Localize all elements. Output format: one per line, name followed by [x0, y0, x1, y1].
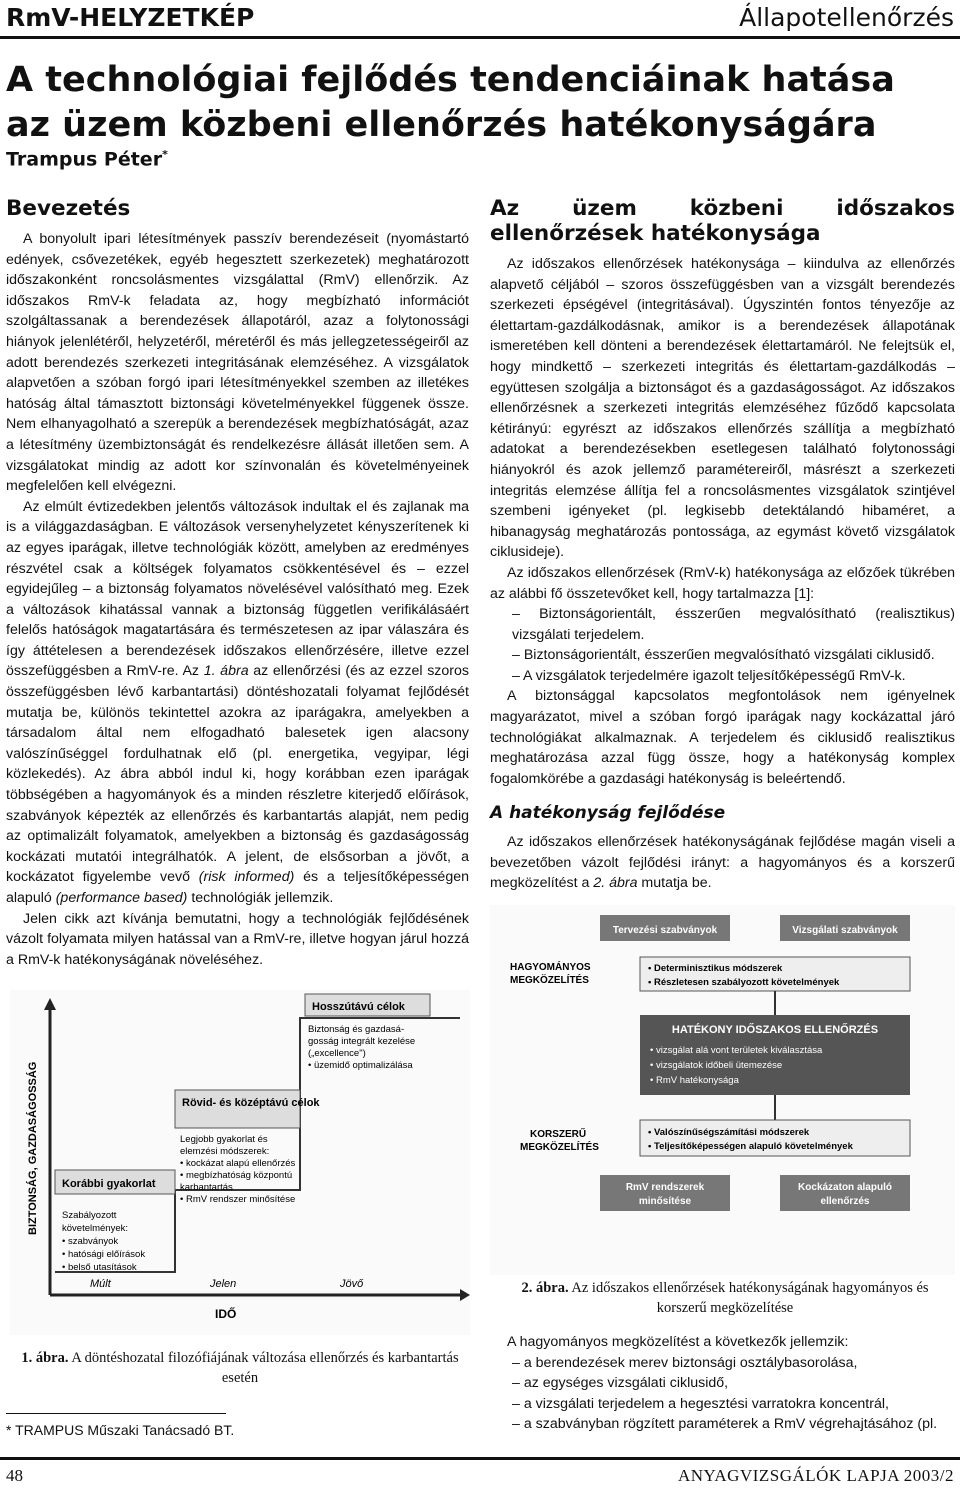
step2-line-5: • RmV rendszer minősítése	[180, 1194, 296, 1205]
step2-box	[175, 1090, 300, 1128]
x-axis-arrow	[460, 1289, 470, 1301]
footer-rule	[0, 1457, 960, 1460]
traditional-label-0: HAGYOMÁNYOS	[510, 962, 591, 973]
figure-1-number: 1. ábra.	[21, 1350, 69, 1366]
step3-line-3: • üzemidő optimalizálása	[308, 1060, 413, 1071]
step2-line-4: karbantartás	[180, 1182, 233, 1193]
running-header	[0, 0, 960, 39]
p2d-text: technológiák jellemzik.	[187, 890, 334, 906]
traditional-item-0: • Determinisztikus módszerek	[648, 963, 783, 974]
step2-title: Rövid- és középtávú célok	[182, 1097, 320, 1109]
footnote-rule	[6, 1413, 226, 1414]
intro-paragraph-3: Jelen cikk azt kívánja bemutatni, hogy a technológiák fejlődésének vázolt folyamata milyen hatással van a RmV-re, illetve hogyan járul hozzá a RmV-k hatékonyságának növeléséhez.	[6, 910, 469, 968]
intro-paragraph-1: A bonyolult ipari létesítmények passzív berendezéseit (nyomástartó edények, csővezetékek, egyéb hegesztett szerkezetek) meghatározott időszakonként roncsolásmentes vizsgálattal (RmV) ellenőrzik. Az időszakos RmV-k feladata az, hogy megbízható információt szolgáltassanak a berendezések állapotáról, azaz a folytonossági hiányok jelenlétéről, helyzetéről, méretéről és más jellegzetességeiről az adott berendezés szerkezeti integritásának elemzéséhez. A vizsgálatok alapvetően a szóban forgó ipari létesítményekkel szemben az illetékes hatóság által támasztott biztonsági követelményekkel függenek össze. Nem elhanyagolható a szerepük a berendezések megbízhatóságát, azaz a létesítmény üzembiztonságát és rendelkezésre állását illetően sem. A vizsgálatokat mindig az adott kor színvonalán és követelményeinek megfelelően kell elvégezni.	[6, 231, 469, 495]
fig2-ref: 2. ábra	[593, 875, 638, 892]
efficiency-paragraph-1: Az időszakos ellenőrzések hatékonysága – kiindulva az ellenőrzés alapvető céljából – szoros összefüggésben van a vizsgált berendezés szerkezeti épségével (integritásával). Úgyszintén fontos tényezője az élettartam-gazdálkodásnak, amikor is a berendezések állapotának ismeretében kell dönteni a berendezések élettartamáról. Ne felejtsük el, hogy mindkettő – szerkezeti integritás és élettartam-gazdálkodás – együttesen szolgálja a biztonságot és a gazdaságosságot. Az időszakos ellenőrzésnek a szerkezeti integritás elemzéséhez fűződő kapcsolata kétirányú: egyrészt az időszakos ellenőrzés szállítja a megbízható adatokat a berendezésekben esetlegesen található folytonossági hiányokról és azok jellemző paramétereiről, másrészt a szerkezeti integritás elemzése állítja fel a roncsolásmentes vizsgálatok szintjével szembeni igényeket (pl. legkisebb detektálandó hibaméret, a hibanagyság meghatározás pontossága, az egymást követő vizsgálatok ciklusideje).	[490, 256, 955, 561]
step2-line-1: elemzési módszerek:	[180, 1146, 270, 1157]
x-axis-label: IDŐ	[215, 1307, 237, 1321]
modern-label-0: KORSZERŰ	[530, 1129, 587, 1140]
intro-paragraph-2	[6, 497, 469, 909]
evolution-paragraph	[490, 832, 955, 894]
risk-informed-term: (risk informed)	[198, 869, 295, 886]
efficiency-paragraph-2: Az időszakos ellenőrzések (RmV-k) hatékonysága az előzőek tükrében az alábbi fő összetevőket kell, hogy tartalmazza [1]:	[490, 564, 955, 602]
component-item-1: – Biztonságorientált, ésszerűen megvalósítható (realisztikus) vizsgálati terjedelem.	[512, 606, 955, 643]
step2-line-2: • kockázat alapú ellenőrzés	[180, 1158, 296, 1169]
left-column	[6, 196, 469, 970]
rmv-qualification-line-0: RmV rendszerek	[625, 1182, 705, 1193]
testing-standards-label: Vizsgálati szabványok	[792, 925, 898, 936]
step1-line-3: • hatósági előírások	[62, 1249, 146, 1260]
intro-heading: Bevezetés	[6, 196, 131, 221]
step2-line-0: Legjobb gyakorlat és	[180, 1134, 268, 1145]
step1-line-2: • szabványok	[62, 1236, 119, 1247]
central-item-2: • RmV hatékonysága	[650, 1075, 739, 1086]
step3-line-2: („excellence")	[308, 1048, 366, 1059]
step1-line-4: • belső utasítások	[62, 1262, 137, 1273]
component-item-3: – A vizsgálatok terjedelmére igazolt teljesítőképességű RmV-k.	[512, 667, 906, 684]
figure-1-caption-text: A döntéshozatal filozófiájának változása ellenőrzés és karbantartás esetén	[71, 1350, 459, 1386]
step1-line-1: követelmények:	[62, 1223, 129, 1234]
p4a-text: Az időszakos ellenőrzések hatékonyságának fejlődése magán viseli a bevezetőben vázolt fejlődési irányt: a hagyományos és a korszerű megközelítést a	[490, 834, 955, 892]
central-item-0: • vizsgálat alá vont területek kiválasztása	[650, 1045, 823, 1056]
modern-label-1: MEGKÖZELÍTÉS	[520, 1142, 599, 1153]
y-axis-arrow	[44, 998, 56, 1010]
y-axis-label: BIZTONSÁG, GAZDASÁGOSSÁG	[27, 1061, 39, 1235]
category-label: Állapotellenőrzés	[739, 3, 954, 32]
evolution-heading: A hatékonyság fejlődése	[490, 803, 726, 824]
traditional-item-3: – a vizsgálati terjedelem a hegesztési varratokra koncentrál,	[512, 1395, 889, 1412]
figure-1-caption	[20, 1348, 460, 1388]
traditional-item-4: – a szabványban rögzített paraméterek a RmV végrehajtásához (pl.	[512, 1416, 938, 1433]
traditional-intro: A hagyományos megközelítést a következők jellemzik:	[507, 1334, 849, 1350]
risk-based-line-0: Kockázaton alapuló	[798, 1182, 892, 1193]
p2-text: Az elmúlt évtizedekben jelentős változások indultak el és zajlanak ma is a világgazdaságban. E változások versenyhelyzetet kényszerítenek ki az egyes iparágak, illetve technológiák között, amelyben az eredményes részvétel csak a költségek folyamatos csökkentésével és – ezzel egyidejűleg – a biztonság folyamatos növelésével valósítható meg. Ezek a változások kihatással vannak a biztonság független verifikálásáért felelős hatóságok magatartására és természetesen az ipar válaszára és így áttételesen a berendezések időszakos ellenőrzésére, illetve ezzel összefüggésben a RmV-re. Az	[6, 498, 469, 680]
modern-item-0: • Valószínűségszámítási módszerek	[648, 1127, 810, 1138]
figure-2-caption-text: Az időszakos ellenőrzések hatékonyságának hagyományos és korszerű megközelítése	[571, 1280, 929, 1316]
right-column	[490, 196, 955, 894]
traditional-item-2: – az egységes vizsgálati ciklusidő,	[512, 1375, 729, 1392]
p2c-text: és a teljesítőképességen alapuló	[6, 869, 469, 906]
article-author	[6, 148, 168, 170]
traditional-item-1: • Részletesen szabályozott követelmények	[648, 977, 840, 988]
p2b-text: az ellenőrzési (és az ezzel szoros összefüggésben lévő karbantartási) döntéshozatali folyamat fejlődését mutatja be, különös tekintettel azokra az iparágakra, amelyekben a társadalom által nem elfogadható balesetek igen alacsony valószínűséggel fordulhatnak elő (pl. energetika, vegyipar, légi közlekedés). Az ábra abból indul ki, hogy korábban ezen iparágak többségében a hagyományok és a minden részletre kiterjedő előírások, szabványok képezték az ellenőrzés és karbantartás alapját, nem pedig az optimalizált folyamatok, amelyekben a biztonság és gazdaságosság kockázati mutatói integrálhatók. A jelent, de elsősorban a jövőt, a kockázatot figyelembe vevő	[6, 663, 469, 886]
efficiency-heading: Az üzem közbeni időszakos ellenőrzések hatékonysága	[490, 196, 955, 246]
design-standards-label: Tervezési szabványok	[612, 925, 718, 936]
fig1-ref: 1. ábra	[203, 663, 249, 680]
figure-2-number: 2. ábra.	[521, 1280, 569, 1296]
performance-based-term: (performance based)	[55, 890, 188, 906]
risk-based-line-1: ellenőrzés	[820, 1196, 870, 1207]
component-item-2: – Biztonságorientált, ésszerűen megvalósítható vizsgálati ciklusidő.	[512, 647, 935, 664]
figure-2-caption	[495, 1278, 955, 1318]
efficiency-paragraph-3: A biztonsággal kapcsolatos megfontolások nem igényelnek magyarázatot, mivel a szóban forgó iparágak nagy kockázattal járó technológiákat alkalmaznak. A terjedelem és ciklusidő realisztikus meghatározása azzal függ össze, hogy a hatékonyság komplex fogalomkörébe a gazdasági hatékonyság is beleértendő.	[490, 688, 955, 787]
rmv-qualification-line-1: minősítése	[638, 1196, 692, 1207]
step1-line-0: Szabályozott	[62, 1210, 117, 1221]
figure-1-diagram	[10, 990, 470, 1335]
x-tick-present: Jelen	[210, 1278, 237, 1290]
journal-name: ANYAGVIZSGÁLÓK LAPJA 2003/2	[677, 1466, 954, 1485]
step3-line-0: Biztonság és gazdasá-	[308, 1024, 405, 1035]
figure-2	[490, 905, 955, 1275]
step3-title: Hosszútávú célok	[312, 1001, 405, 1013]
page-number: 48	[6, 1466, 23, 1485]
author-footnote-mark: *	[162, 148, 168, 161]
footnote: * TRAMPUS Műszaki Tanácsadó BT.	[6, 1422, 235, 1438]
step2-line-3: • megbízhatóság központú	[180, 1170, 293, 1181]
traditional-label-1: MEGKÖZELÍTÉS	[510, 975, 589, 986]
central-item-1: • vizsgálatok időbeli ütemezése	[650, 1060, 783, 1071]
central-title: HATÉKONY IDŐSZAKOS ELLENŐRZÉS	[671, 1024, 879, 1036]
figure-2-diagram	[490, 905, 955, 1275]
step3-line-1: gosság integrált kezelése	[308, 1036, 416, 1047]
p4b-text: mutatja be.	[637, 875, 712, 892]
x-tick-past: Múlt	[90, 1278, 111, 1290]
right-column-bottom	[490, 1332, 955, 1435]
modern-item-1: • Teljesítőképességen alapuló követelmények	[648, 1141, 853, 1152]
traditional-item-1: – a berendezések merev biztonsági osztálybasorolása,	[512, 1354, 858, 1371]
article-title: A technológiai fejlődés tendenciáinak hatása az üzem közbeni ellenőrzés hatékonyságára	[6, 60, 895, 145]
step1-title: Korábbi gyakorlat	[62, 1178, 156, 1190]
figure-1	[10, 990, 470, 1335]
section-label: RmV-HELYZETKÉP	[6, 3, 255, 32]
author-name: Trampus Péter	[6, 148, 163, 171]
x-tick-future: Jövő	[340, 1278, 364, 1290]
